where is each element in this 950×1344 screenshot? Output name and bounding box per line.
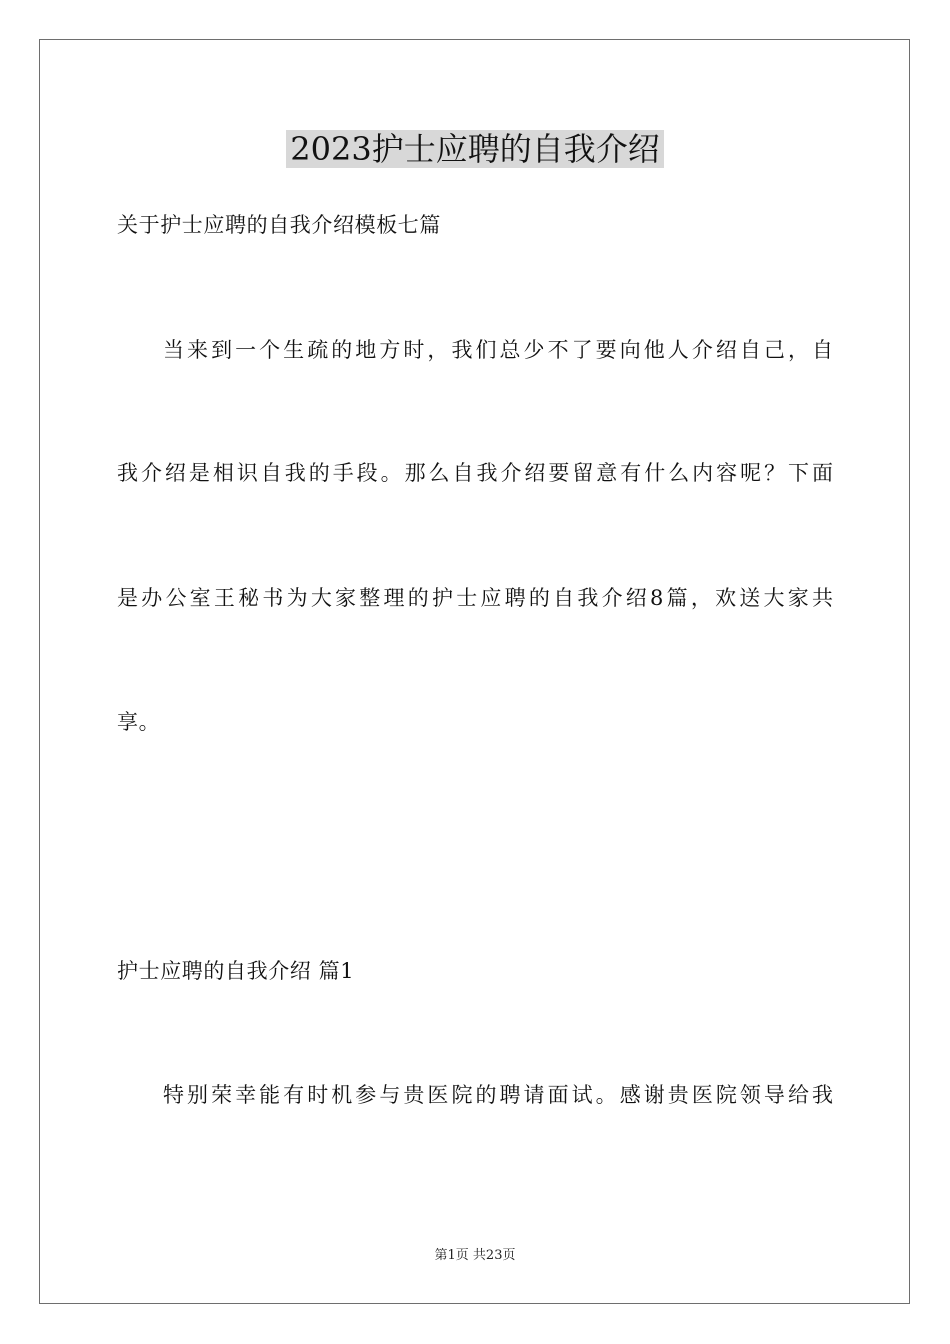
document-title-text: 2023护士应聘的自我介绍 bbox=[286, 130, 663, 168]
paragraph-line: 我介绍是相识自我的手段。那么自我介绍要留意有什么内容呢？下面 bbox=[117, 461, 833, 485]
paragraph-line: 当来到一个生疏的地方时，我们总少不了要向他人介绍自己，自 bbox=[163, 338, 833, 362]
paragraph-line: 特别荣幸能有时机参与贵医院的聘请面试。感谢贵医院领导给我 bbox=[163, 1083, 833, 1107]
paragraph-line: 享。 bbox=[117, 710, 161, 734]
page-footer: 第1页 共23页 bbox=[434, 1248, 516, 1263]
document-subtitle: 关于护士应聘的自我介绍模板七篇 bbox=[117, 213, 441, 237]
section-heading: 护士应聘的自我介绍 篇1 bbox=[117, 959, 355, 983]
paragraph-line: 是办公室王秘书为大家整理的护士应聘的自我介绍8篇，欢送大家共 bbox=[117, 586, 833, 610]
document-title bbox=[0, 127, 950, 171]
